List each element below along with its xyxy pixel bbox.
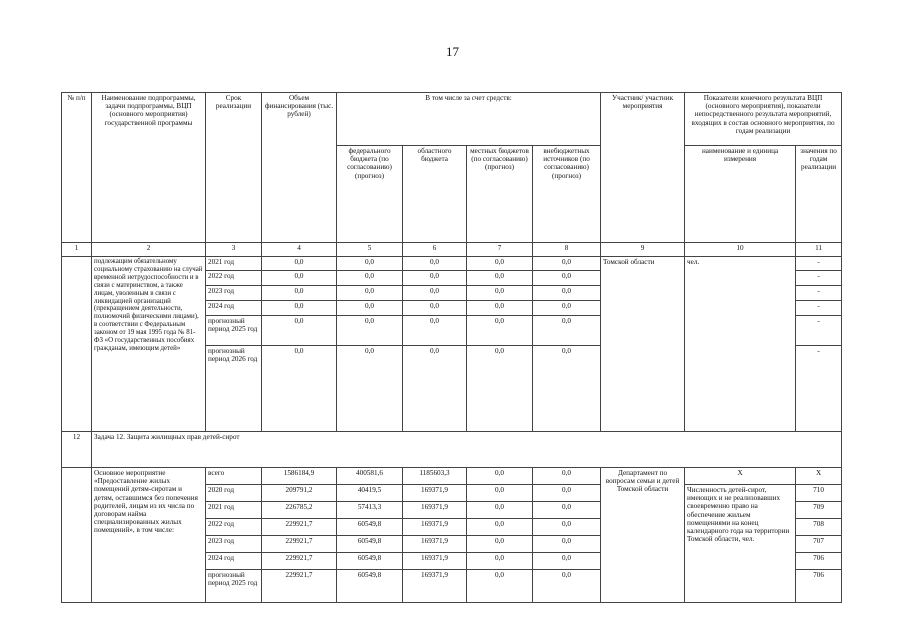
program-table <box>61 92 842 603</box>
indicator-value-cell: X <box>796 468 842 485</box>
federal-cell: 60549,8 <box>337 553 403 570</box>
regional-cell: 169371,9 <box>403 553 467 570</box>
activity-name: Основное мероприятие «Предоставление жилых помещений детям-сиротам и детям, оставшимся без попечения родителей, лицам из их числа по договорам найма специализированных жилых помещений», в том числе: <box>92 468 206 603</box>
local-cell: 0,0 <box>467 570 533 603</box>
term-cell: 2022 год <box>206 519 262 536</box>
extra-cell: 0,0 <box>533 570 601 603</box>
term-cell: 2024 год <box>206 301 262 316</box>
indicator-value-cell: - <box>796 301 842 316</box>
federal-cell: 0,0 <box>337 257 403 271</box>
federal-cell: 0,0 <box>337 271 403 286</box>
extra-cell: 0,0 <box>533 316 601 346</box>
hdr-regional: областного бюджета <box>403 146 467 243</box>
extra-cell: 0,0 <box>533 257 601 271</box>
col-num: 11 <box>796 243 842 257</box>
col-num: 2 <box>92 243 206 257</box>
col-num: 6 <box>403 243 467 257</box>
local-cell: 0,0 <box>467 553 533 570</box>
col-num: 1 <box>62 243 92 257</box>
extra-cell: 0,0 <box>533 519 601 536</box>
indicator-value-cell: 708 <box>796 519 842 536</box>
volume-cell: 0,0 <box>262 286 337 301</box>
regional-cell: 1185603,3 <box>403 468 467 485</box>
regional-cell: 0,0 <box>403 257 467 271</box>
participant-cell: Томской области <box>601 257 685 432</box>
volume-cell: 1586184,9 <box>262 468 337 485</box>
hdr-ind-value: значения по годам реализации <box>796 146 842 243</box>
extra-cell: 0,0 <box>533 271 601 286</box>
local-cell: 0,0 <box>467 485 533 502</box>
indicator-value-cell: 706 <box>796 553 842 570</box>
local-cell: 0,0 <box>467 257 533 271</box>
federal-cell: 60549,8 <box>337 519 403 536</box>
local-cell: 0,0 <box>467 301 533 316</box>
volume-cell: 0,0 <box>262 271 337 286</box>
term-cell: 2021 год <box>206 257 262 271</box>
task-title: Задача 12. Защита жилищных прав детей-сирот <box>92 432 842 468</box>
page-number: 17 <box>446 44 459 59</box>
regional-cell: 0,0 <box>403 346 467 432</box>
activity-name: подлежащим обязательному социальному страхованию на случай временной нетрудоспособности и в связи с материнством, а также лицам, уволенным в связи с ликвидацией организаций (прекращением деятельности, полномочий физическими лицами), в соответствии с Федеральным законом от 19 мая 1995 года № 81-ФЗ «О государственных пособиях гражданам, имеющим детей» <box>92 257 206 432</box>
volume-cell: 229921,7 <box>262 536 337 553</box>
local-cell: 0,0 <box>467 286 533 301</box>
regional-cell: 0,0 <box>403 286 467 301</box>
regional-cell: 169371,9 <box>403 519 467 536</box>
federal-cell: 57413,3 <box>337 502 403 519</box>
extra-cell: 0,0 <box>533 301 601 316</box>
extra-cell: 0,0 <box>533 536 601 553</box>
row-no <box>62 468 92 603</box>
federal-cell: 400581,6 <box>337 468 403 485</box>
regional-cell: 0,0 <box>403 271 467 286</box>
extra-cell: 0,0 <box>533 286 601 301</box>
column-number-row <box>62 243 842 257</box>
local-cell: 0,0 <box>467 346 533 432</box>
hdr-federal: федерального бюджета (по согласованию) (прогноз) <box>337 146 403 243</box>
term-cell: прогнозный период 2025 год <box>206 316 262 346</box>
hdr-name: Наименование подпрограммы, задачи подпрограммы, ВЦП (основного мероприятия) государственной программы <box>92 93 206 243</box>
participant-cell: Департамент по вопросам семьи и детей Томской области <box>601 468 685 603</box>
federal-cell: 60549,8 <box>337 570 403 603</box>
local-cell: 0,0 <box>467 502 533 519</box>
extra-cell: 0,0 <box>533 502 601 519</box>
term-cell: прогнозный период 2026 год <box>206 346 262 432</box>
volume-cell: 0,0 <box>262 301 337 316</box>
indicator-value-cell: - <box>796 346 842 432</box>
regional-cell: 169371,9 <box>403 502 467 519</box>
indicator-value-cell: 707 <box>796 536 842 553</box>
term-cell: 2022 год <box>206 271 262 286</box>
indicator-value-cell: 709 <box>796 502 842 519</box>
federal-cell: 0,0 <box>337 301 403 316</box>
federal-cell: 0,0 <box>337 316 403 346</box>
hdr-extra: внебюджетных источников (по согласованию) (прогноз) <box>533 146 601 243</box>
regional-cell: 0,0 <box>403 301 467 316</box>
term-cell: прогнозный период 2025 год <box>206 570 262 603</box>
term-cell: 2020 год <box>206 485 262 502</box>
federal-cell: 0,0 <box>337 286 403 301</box>
indicator-name-cell: чел. <box>685 257 796 432</box>
col-num: 5 <box>337 243 403 257</box>
table-row <box>62 257 842 271</box>
term-cell: 2024 год <box>206 553 262 570</box>
term-cell: 2023 год <box>206 536 262 553</box>
regional-cell: 169371,9 <box>403 485 467 502</box>
volume-cell: 229921,7 <box>262 570 337 603</box>
row-no <box>62 257 92 432</box>
volume-cell: 209791,2 <box>262 485 337 502</box>
term-cell: всего <box>206 468 262 485</box>
extra-cell: 0,0 <box>533 485 601 502</box>
term-cell: 2021 год <box>206 502 262 519</box>
task-row <box>62 432 842 468</box>
volume-cell: 229921,7 <box>262 519 337 536</box>
indicator-value-cell: 706 <box>796 570 842 603</box>
hdr-indicators: Показатели конечного результата ВЦП (основного мероприятия), показатели непосредственного результата мероприятий, входящих в состав основного мероприятия, по годам реализации <box>685 93 842 146</box>
table-row <box>62 468 842 485</box>
regional-cell: 0,0 <box>403 316 467 346</box>
federal-cell: 0,0 <box>337 346 403 432</box>
regional-cell: 169371,9 <box>403 536 467 553</box>
indicator-name-cell: Численность детей-сирот, имеющих и не реализовавших своевременно право на обеспечение жильем помещениями на конец календарного года на территории Томской области, чел. <box>685 485 796 603</box>
hdr-local: местных бюджетов (по согласованию) (прогноз) <box>467 146 533 243</box>
indicator-value-cell: - <box>796 257 842 271</box>
local-cell: 0,0 <box>467 468 533 485</box>
hdr-ind-name: наименование и единица измерения <box>685 146 796 243</box>
col-num: 8 <box>533 243 601 257</box>
indicator-value-cell: 710 <box>796 485 842 502</box>
indicator-value-cell: - <box>796 271 842 286</box>
volume-cell: 0,0 <box>262 316 337 346</box>
indicator-name-cell: X <box>685 468 796 485</box>
col-num: 10 <box>685 243 796 257</box>
hdr-no: № п/п <box>62 93 92 243</box>
regional-cell: 169371,9 <box>403 570 467 603</box>
extra-cell: 0,0 <box>533 346 601 432</box>
term-cell: 2023 год <box>206 286 262 301</box>
hdr-participant: Участник/ участник мероприятия <box>601 93 685 243</box>
hdr-including: В том числе за счет средств: <box>337 93 601 146</box>
volume-cell: 226785,2 <box>262 502 337 519</box>
task-number: 12 <box>62 432 92 468</box>
indicator-value-cell: - <box>796 316 842 346</box>
col-num: 9 <box>601 243 685 257</box>
indicator-value-cell: - <box>796 286 842 301</box>
volume-cell: 0,0 <box>262 257 337 271</box>
local-cell: 0,0 <box>467 316 533 346</box>
col-num: 4 <box>262 243 337 257</box>
federal-cell: 60549,8 <box>337 536 403 553</box>
local-cell: 0,0 <box>467 536 533 553</box>
extra-cell: 0,0 <box>533 553 601 570</box>
extra-cell: 0,0 <box>533 468 601 485</box>
volume-cell: 0,0 <box>262 346 337 432</box>
volume-cell: 229921,7 <box>262 553 337 570</box>
hdr-term: Срок реализации <box>206 93 262 243</box>
col-num: 7 <box>467 243 533 257</box>
hdr-volume: Объем финансирования (тыс. рублей) <box>262 93 337 243</box>
local-cell: 0,0 <box>467 519 533 536</box>
col-num: 3 <box>206 243 262 257</box>
federal-cell: 40419,5 <box>337 485 403 502</box>
local-cell: 0,0 <box>467 271 533 286</box>
